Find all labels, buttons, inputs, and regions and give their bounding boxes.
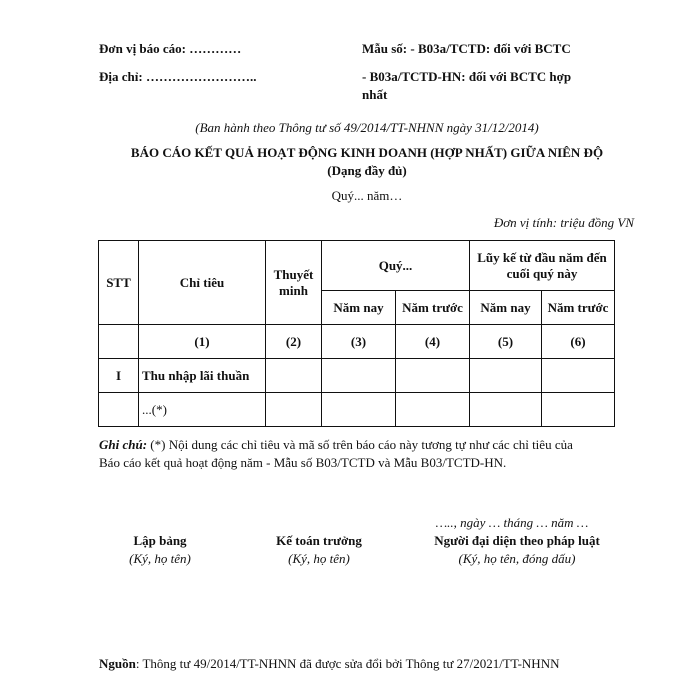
table-cell xyxy=(470,393,542,427)
form-number-line1: Mẫu số: - B03a/TCTD: đối với BCTC xyxy=(362,41,571,56)
table-cell xyxy=(266,393,322,427)
note-text-line1: (*) Nội dung các chỉ tiêu và mã số trên báo cáo này tương tự như các chỉ tiêu của xyxy=(147,437,573,452)
header-cumulative-line2: cuối quý này xyxy=(506,265,578,281)
reporting-unit: Đơn vị báo cáo: ………… xyxy=(99,41,242,56)
table-cell xyxy=(470,359,542,393)
preparer-title: Lập bảng xyxy=(133,533,187,548)
preparer-sign-note: (Ký, họ tên) xyxy=(129,551,191,566)
legal-representative-title: Người đại diện theo pháp luật xyxy=(434,533,600,548)
table-row xyxy=(99,393,615,427)
signature-date-line: ….., ngày … tháng … năm … xyxy=(435,515,589,530)
table-cell xyxy=(542,393,615,427)
report-table xyxy=(98,240,615,427)
header-quarter-last-year: Năm trước xyxy=(396,291,470,325)
note-text-line2: Báo cáo kết quả hoạt động năm - Mẫu số B03/TCTD và Mẫu B03/TCTD-HN. xyxy=(99,455,507,470)
header-note-line1: Thuyết xyxy=(273,266,314,282)
table-cell xyxy=(542,359,615,393)
col-num-1: (1) xyxy=(139,325,266,359)
col-num-6: (6) xyxy=(542,325,615,359)
column-number-row xyxy=(99,325,615,359)
table-cell xyxy=(322,359,396,393)
table-cell xyxy=(396,393,470,427)
header-cumulative-line1: Lũy kế từ đầu năm đến xyxy=(477,249,607,265)
table-cell xyxy=(322,393,396,427)
source-label: Nguồn xyxy=(99,656,136,671)
table-cell xyxy=(396,359,470,393)
accountant-sign-note: (Ký, họ tên) xyxy=(288,551,350,566)
row-indicator: ...(*) xyxy=(139,393,266,427)
address: Địa chỉ: …………………….. xyxy=(99,69,257,84)
issued-by: (Ban hành theo Thông tư số 49/2014/TT-NHNN ngày 31/12/2014) xyxy=(195,120,539,135)
report-title: BÁO CÁO KẾT QUẢ HOẠT ĐỘNG KINH DOANH (HỢP NHẤT) GIỮA NIÊN ĐỘ xyxy=(130,145,604,160)
header-quarter: Quý... xyxy=(322,241,470,291)
col-num-blank xyxy=(99,325,139,359)
form-number-line2: - B03a/TCTD-HN: đối với BCTC hợp xyxy=(362,69,572,84)
table-row xyxy=(99,359,615,393)
table-header-row xyxy=(99,241,615,291)
legal-representative-sign-note: (Ký, họ tên, đóng dấu) xyxy=(458,551,576,566)
source-line xyxy=(99,656,559,672)
header-cumulative-last-year: Năm trước xyxy=(542,291,615,325)
col-num-3: (3) xyxy=(322,325,396,359)
header-cumulative xyxy=(470,241,615,291)
header-note xyxy=(266,241,322,325)
col-num-2: (2) xyxy=(266,325,322,359)
row-stt xyxy=(99,393,139,427)
form-number-line3: nhất xyxy=(362,87,388,102)
signature-accountant xyxy=(219,532,419,568)
note-label: Ghi chú: xyxy=(99,437,148,452)
currency-unit: Đơn vị tính: triệu đồng VN xyxy=(493,215,634,230)
source-text: : Thông tư 49/2014/TT-NHNN đã được sửa đổi bởi Thông tư 27/2021/TT-NHNN xyxy=(135,656,560,671)
header-quarter-this-year: Năm nay xyxy=(322,291,396,325)
accountant-title: Kế toán trưởng xyxy=(276,533,362,548)
table-cell xyxy=(266,359,322,393)
col-num-5: (5) xyxy=(470,325,542,359)
header-note-line2: minh xyxy=(279,282,308,298)
header-cumulative-this-year: Năm nay xyxy=(470,291,542,325)
row-stt: I xyxy=(99,359,139,393)
header-stt: STT xyxy=(99,241,139,325)
report-subtitle: (Dạng đầy đủ) xyxy=(327,163,407,178)
header-indicator: Chỉ tiêu xyxy=(139,241,266,325)
note xyxy=(99,437,619,453)
row-indicator: Thu nhập lãi thuần xyxy=(139,359,266,393)
report-period: Quý... năm… xyxy=(331,188,403,203)
signature-legal-representative xyxy=(410,532,624,568)
col-num-4: (4) xyxy=(396,325,470,359)
